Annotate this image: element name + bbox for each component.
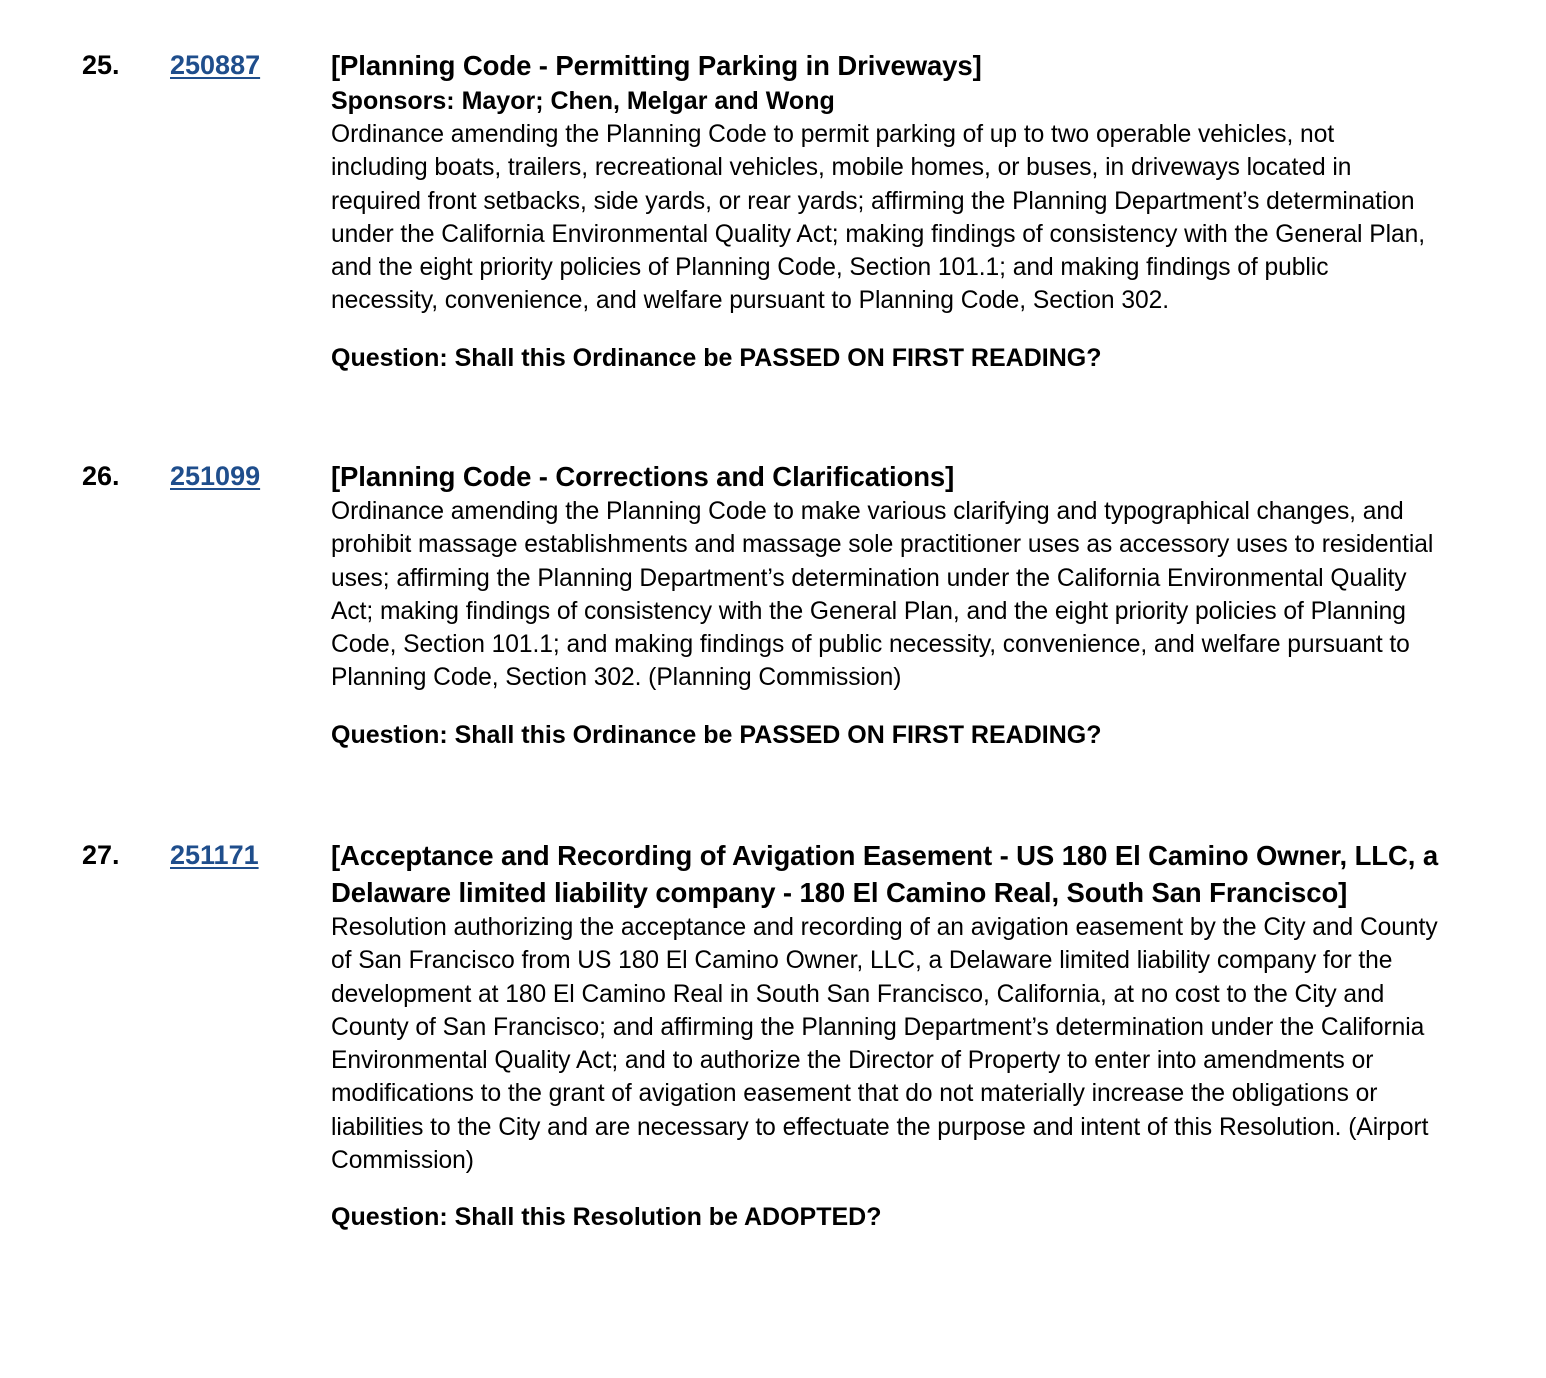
item-title: [Acceptance and Recording of Avigation Easement - US 180 El Camino Owner, LLC, a Delaware limited liability company - 180 El Camino Real, South San Francisco] — [331, 840, 1439, 908]
item-number: 26. — [82, 461, 120, 491]
item-question: Question: Shall this Ordinance be PASSED ON FIRST READING? — [331, 343, 1102, 372]
file-number-link[interactable]: 250887 — [170, 50, 261, 80]
item-number: 25. — [82, 50, 120, 80]
item-sponsors: Sponsors: Mayor; Chen, Melgar and Wong — [331, 87, 835, 115]
item-number: 27. — [82, 840, 120, 870]
item-question: Question: Shall this Ordinance be PASSED ON FIRST READING? — [331, 720, 1102, 749]
item-title: [Planning Code - Permitting Parking in Driveways] — [331, 50, 982, 81]
file-number-link[interactable]: 251171 — [170, 840, 259, 870]
item-description: Resolution authorizing the acceptance and recording of an avigation easement by the City and County of San Francisco from US 180 El Camino Owner, LLC, a Delaware limited liability company for the development at 180 El Camino Real in South San Francisco, California, at no cost to the City and County of San Francisco; and affirming the Planning Department’s determination under the California Environmental Quality Act; and to authorize the Director of Property to enter into amendments or modifications to the grant of avigation easement that do not materially increase the obligations or liabilities to the City and are necessary to effectuate the purpose and intent of this Resolution. (Airport Commission) — [331, 914, 1438, 1175]
item-content — [331, 837, 1471, 1234]
item-description: Ordinance amending the Planning Code to make various clarifying and typographical changes, and prohibit massage establishments and massage sole practitioner uses as accessory uses to residential uses; affirming the Planning Department’s determination under the California Environmental Quality Act; making findings of consistency with the General Plan, and the eight priority policies of Planning Code, Section 101.1; and making findings of public necessity, convenience, and welfare pursuant to Planning Code, Section 302. (Planning Commission) — [331, 498, 1434, 692]
file-number-link[interactable]: 251099 — [170, 461, 261, 491]
item-title: [Planning Code - Corrections and Clarifications] — [331, 461, 955, 492]
item-question: Question: Shall this Resolution be ADOPTED? — [331, 1203, 882, 1232]
item-description: Ordinance amending the Planning Code to permit parking of up to two operable vehicles, not including boats, trailers, recreational vehicles, mobile homes, or buses, in driveways located in required front setbacks, side yards, or rear yards; affirming the Planning Department’s determination under the California Environmental Quality Act; making findings of consistency with the General Plan, and the eight priority policies of Planning Code, Section 101.1; and making findings of public necessity, convenience, and welfare pursuant to Planning Code, Section 302. — [331, 121, 1426, 315]
item-content — [331, 458, 1471, 752]
item-content — [331, 47, 1471, 375]
